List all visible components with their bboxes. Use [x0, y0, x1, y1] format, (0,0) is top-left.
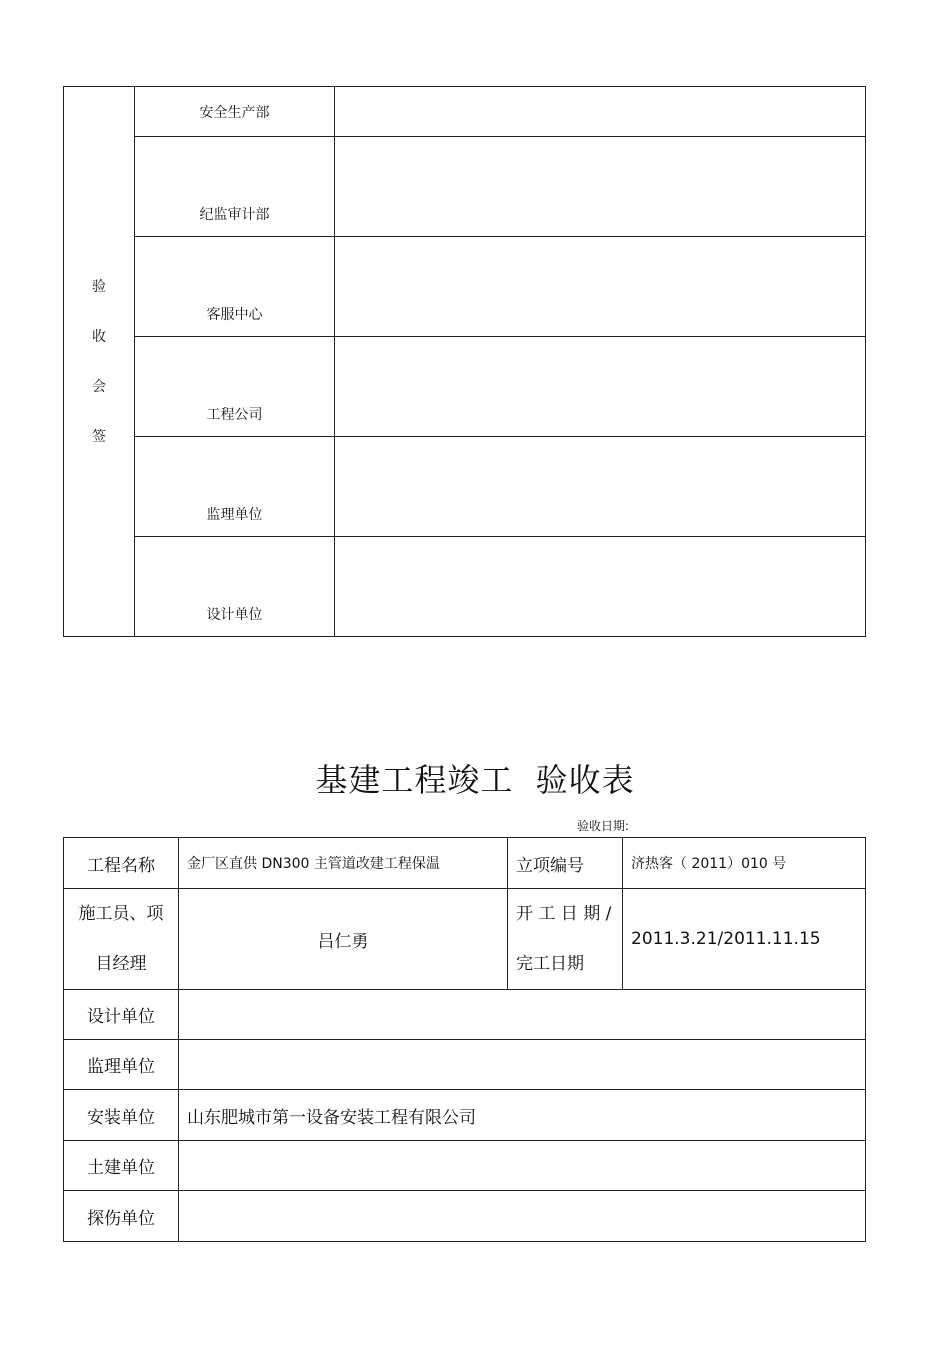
sign-row	[64, 437, 866, 537]
unit-row	[64, 1040, 866, 1090]
builder-value[interactable]: 吕仁勇	[179, 889, 508, 990]
unit-value[interactable]	[179, 1141, 866, 1191]
project-no-label: 立项编号	[508, 838, 623, 889]
dates-value[interactable]: 2011.3.21/2011.11.15	[623, 889, 866, 990]
unit-label: 土建单位	[64, 1141, 179, 1191]
unit-row	[64, 1191, 866, 1242]
unit-value[interactable]	[179, 990, 866, 1040]
sign-row	[64, 87, 866, 137]
unit-value[interactable]	[179, 1040, 866, 1090]
sign-dept-label: 客服中心	[135, 237, 335, 337]
sign-field[interactable]	[335, 87, 866, 137]
acceptance-form-table	[63, 837, 866, 1242]
sign-dept-label: 纪监审计部	[135, 137, 335, 237]
unit-label: 探伤单位	[64, 1191, 179, 1242]
project-no-value[interactable]: 济热客（ 2011）010 号	[623, 838, 866, 889]
sign-dept-label: 设计单位	[135, 537, 335, 637]
sign-row	[64, 237, 866, 337]
sign-dept-label: 安全生产部	[135, 87, 335, 137]
builder-row	[64, 889, 866, 990]
sign-field[interactable]	[335, 437, 866, 537]
form-title: 基建工程竣工 验收表	[315, 761, 635, 799]
unit-label: 设计单位	[64, 990, 179, 1040]
sign-row	[64, 537, 866, 637]
dates-label-line: 完工日期	[516, 954, 584, 974]
sign-field[interactable]	[335, 237, 866, 337]
unit-value[interactable]	[179, 1191, 866, 1242]
sign-row	[64, 137, 866, 237]
builder-label-line: 施工员、项	[78, 904, 164, 924]
unit-row	[64, 990, 866, 1040]
builder-label	[64, 889, 179, 990]
sign-group-char: 会	[92, 378, 106, 395]
project-name-value[interactable]: 金厂区直供 DN300 主管道改建工程保温	[179, 838, 508, 889]
inspect-date-label: 验收日期:	[577, 819, 630, 833]
unit-value[interactable]: 山东肥城市第一设备安装工程有限公司	[179, 1090, 866, 1141]
sign-field[interactable]	[335, 137, 866, 237]
dates-label-line: 开 工 日 期 /	[516, 904, 612, 924]
sign-dept-label: 监理单位	[135, 437, 335, 537]
unit-label: 安装单位	[64, 1090, 179, 1141]
acceptance-sign-table	[63, 86, 866, 637]
sign-row	[64, 337, 866, 437]
project-name-row	[64, 838, 866, 889]
unit-row	[64, 1090, 866, 1141]
sign-group-char: 收	[92, 328, 106, 345]
sign-group-char: 验	[92, 278, 106, 295]
unit-row	[64, 1141, 866, 1191]
sign-group-label	[64, 87, 135, 637]
project-name-label: 工程名称	[64, 838, 179, 889]
sign-dept-label: 工程公司	[135, 337, 335, 437]
dates-label	[508, 889, 623, 990]
sign-field[interactable]	[335, 537, 866, 637]
builder-label-line: 目经理	[95, 954, 147, 974]
sign-group-char: 签	[92, 428, 106, 445]
unit-label: 监理单位	[64, 1040, 179, 1090]
sign-field[interactable]	[335, 337, 866, 437]
